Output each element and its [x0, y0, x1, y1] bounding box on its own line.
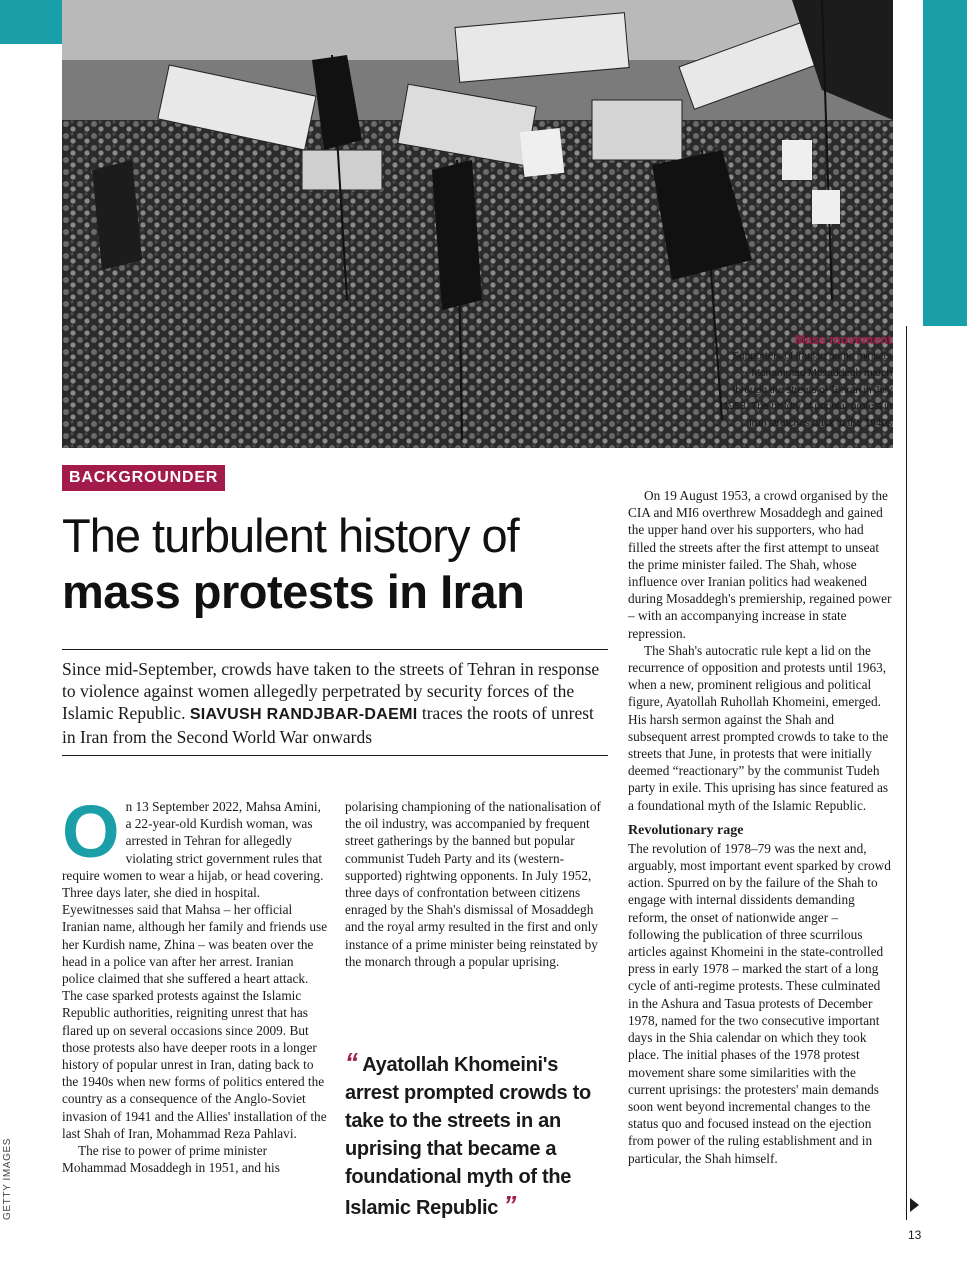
teal-side-tab	[923, 0, 967, 326]
standfirst-rule-bottom	[62, 755, 608, 756]
body-column-1	[62, 790, 328, 1176]
page-number: 13	[908, 1228, 922, 1242]
standfirst-rule-top	[62, 649, 608, 650]
caption-text: Supporters of Iranian prime minister Mohammad Mosaddegh march through the streets of Tehran in July 1953. The history of popular protest in Iran stretches back to the 1940s	[723, 350, 892, 430]
pull-quote	[345, 1048, 611, 1222]
body-column-2	[345, 798, 611, 970]
standfirst	[62, 658, 608, 748]
body-paragraph: The revolution of 1978–79 was the next and, arguably, most important event sparked by crowd action. Spurred on by the failure of the Shah to engage with internal dissidents demanding reform, the onset of nationwide anger – following the publication of three scurrilous articles against Khomeini in the state-controlled press in early 1978 – marked the start of a long cycle of anti-regime protests. These culminated in the Ashura and Tasua protests of December 1978, named for the two consecutive important days in the Shia calendar on which they took place. The initial phases of the 1978 protest movement share some similarities with the current uprisings: the protesters' main demands soon went beyond incremental changes to the status quo and focused instead on the ejection from power of the ruling establishment and in particular, the Shah himself.	[628, 840, 891, 1166]
article-headline	[62, 508, 622, 620]
continue-arrow-icon	[910, 1198, 919, 1212]
open-quote-mark: “	[345, 1047, 358, 1077]
headline-line-1: The turbulent history of	[62, 509, 519, 562]
photo-credit: GETTY IMAGES	[2, 1137, 13, 1220]
drop-cap: O	[62, 790, 120, 873]
section-tag: BACKGROUNDER	[62, 465, 225, 491]
body-column-3	[628, 487, 893, 1167]
body-paragraph: On 19 August 1953, a crowd organised by the CIA and MI6 overthrew Mosaddegh and gained the upper hand over his supporters, who had filled the streets after the first attempt to unseat the prime minister failed. The Shah, whose influence over Iranian politics had weakened during Mosaddegh's premiership, regained power – with an accompanying increase in state repression.	[628, 488, 892, 641]
close-quote-mark: ”	[503, 1190, 517, 1220]
standfirst-text-after: traces the roots of unrest in Iran from the Second World War onwards	[62, 703, 594, 747]
pull-quote-text: Ayatollah Khomeini's arrest prompted crowds to take to the streets in an uprising that became a foundational myth of the Islamic Republic	[345, 1054, 591, 1219]
body-paragraph: n 13 September 2022, Mahsa Amini, a 22-year-old Kurdish woman, was arrested in Tehran for allegedly violating strict government rules that require women to wear a hijab, or head covering. Three days later, she died in hospital. Eyewitnesses said that Mahsa – her official Iranian name, although her family and friends use her Kurdish name, Zhina – was beaten over the head in a police van after her arrest. Iranian police claimed that she suffered a heart attack. The case sparked protests against the Islamic Republic authorities, reigniting unrest that has flared up on several occasions since 2009. But those protests also have deeper roots in a longer history of popular unrest in Iran, dating back to the 1940s when new forms of politics entered the country as a consequence of the Anglo-Soviet invasion of 1941 and the Allies' installation of the last Shah of Iran, Mohammad Reza Pahlavi.	[62, 799, 328, 1141]
author-byline: SIAVUSH RANDJBAR-DAEMI	[189, 706, 418, 723]
column-rule-vertical	[906, 326, 907, 1220]
section-subhead: Revolutionary rage	[628, 822, 744, 838]
photo-caption	[722, 332, 892, 432]
body-paragraph: The Shah's autocratic rule kept a lid on the recurrence of opposition and protests until 1963, when a new, prominent religious and political figure, Ayatollah Ruhollah Khomeini, emerged. His harsh sermon against the Shah and subsequent arrest prompted crowds to take to the streets that June, in protests that were initially deemed “reactionary” by the communist Tudeh party in exile. This uprising has since featured as a foundational myth of the Islamic Republic.	[628, 642, 889, 813]
headline-line-2: mass protests in Iran	[62, 565, 525, 618]
body-paragraph: polarising championing of the nationalisation of the oil industry, was accompanied by frequent street gatherings by the banned but popular communist Tudeh Party and its (western-supported) rightwing opponents. In July 1952, three days of confrontation between citizens enraged by the Shah's dismissal of Mosaddegh and the royal army resulted in the first and only instance of a prime minister being reinstated by the monarch through a popular uprising.	[345, 799, 601, 969]
teal-corner-block	[0, 0, 62, 44]
caption-title: Mass movement	[794, 333, 892, 347]
body-paragraph: The rise to power of prime minister Mohammad Mosaddegh in 1951, and his	[62, 1143, 280, 1176]
standfirst-text: Since mid-September, crowds have taken to the streets of Tehran in response to violence against women allegedly perpetrated by security forces of the Islamic Republic.	[62, 659, 600, 723]
